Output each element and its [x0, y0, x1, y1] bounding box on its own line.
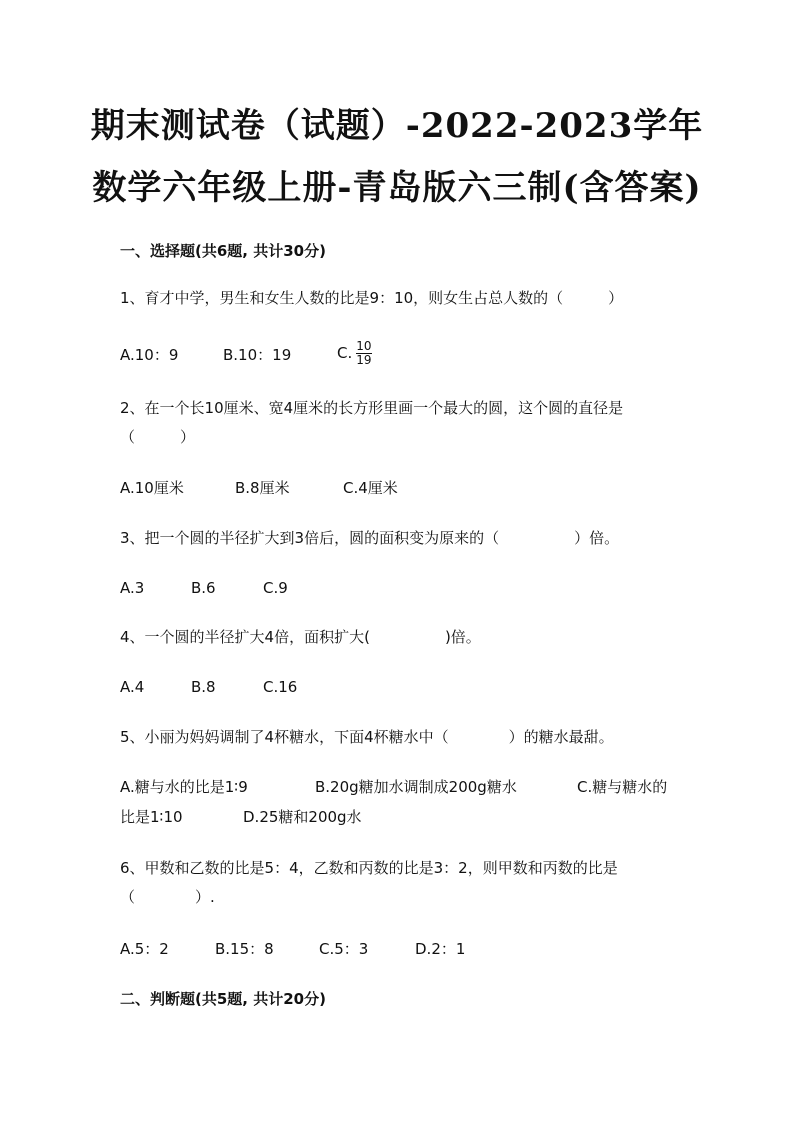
question-6-option-d: D.2：1	[415, 940, 466, 958]
question-1-option-c	[337, 340, 372, 367]
fraction-numerator: 10	[356, 339, 372, 353]
question-5-options-row1	[120, 776, 680, 798]
question-4-options	[120, 676, 680, 698]
question-6-option-a: A.5：2	[120, 940, 169, 958]
question-5-option-c-continued: 比是1∶10	[120, 808, 183, 826]
question-2-stem-line2: （ ）	[120, 428, 196, 446]
question-2-stem-line1: 2、在一个长10厘米、宽4厘米的长方形里画一个最大的圆，这个圆的直径是	[120, 399, 624, 417]
question-1-option-c-fraction	[356, 340, 371, 367]
question-1-option-a: A.10：9	[120, 346, 179, 364]
question-2-option-b: B.8厘米	[235, 479, 290, 497]
question-5-option-c: C.糖与糖水的	[577, 778, 668, 796]
question-1-stem: 1、育才中学，男生和女生人数的比是9：10，则女生占总人数的（ ）	[120, 289, 624, 307]
question-2-option-a: A.10厘米	[120, 479, 184, 497]
question-4-option-c: C.16	[263, 678, 298, 696]
question-3-stem: 3、把一个圆的半径扩大到3倍后，圆的面积变为原来的（ ）倍。	[120, 529, 620, 547]
question-4-option-b: B.8	[191, 678, 216, 696]
section-heading-choice: 一、选择题(共6题, 共计30分)	[120, 242, 326, 260]
document-title-line2: 数学六年级上册-青岛版六三制(含答案)	[92, 168, 702, 208]
question-3-options	[120, 577, 680, 599]
question-6-stem-line1: 6、甲数和乙数的比是5：4，乙数和丙数的比是3：2，则甲数和丙数的比是	[120, 859, 618, 877]
document-title-line1: 期末测试卷（试题）-2022-2023学年	[90, 106, 704, 146]
question-1-options	[120, 340, 680, 370]
question-6-stem-line2: （ ）.	[120, 888, 215, 906]
question-6-options	[120, 938, 680, 960]
question-5-option-a: A.糖与水的比是1∶9	[120, 778, 248, 796]
question-4-option-a: A.4	[120, 678, 145, 696]
question-1-option-b: B.10：19	[223, 346, 292, 364]
question-5-stem: 5、小丽为妈妈调制了4杯糖水，下面4杯糖水中（ ）的糖水最甜。	[120, 728, 614, 746]
section-heading-judgement: 二、判断题(共5题, 共计20分)	[120, 990, 326, 1008]
fraction-denominator: 19	[356, 353, 372, 367]
question-5-option-b: B.20g糖加水调制成200g糖水	[315, 778, 517, 796]
question-2-options	[120, 477, 680, 499]
question-3-option-b: B.6	[191, 579, 216, 597]
question-5-options-row2	[120, 806, 680, 828]
question-3-option-c: C.9	[263, 579, 288, 597]
question-1-option-c-label: C.	[337, 344, 353, 362]
question-2-option-c: C.4厘米	[343, 479, 398, 497]
question-5-option-d: D.25糖和200g水	[243, 808, 362, 826]
question-4-stem: 4、一个圆的半径扩大4倍，面积扩大( )倍。	[120, 628, 481, 646]
question-3-option-a: A.3	[120, 579, 145, 597]
question-6-option-b: B.15：8	[215, 940, 274, 958]
question-6-option-c: C.5：3	[319, 940, 369, 958]
